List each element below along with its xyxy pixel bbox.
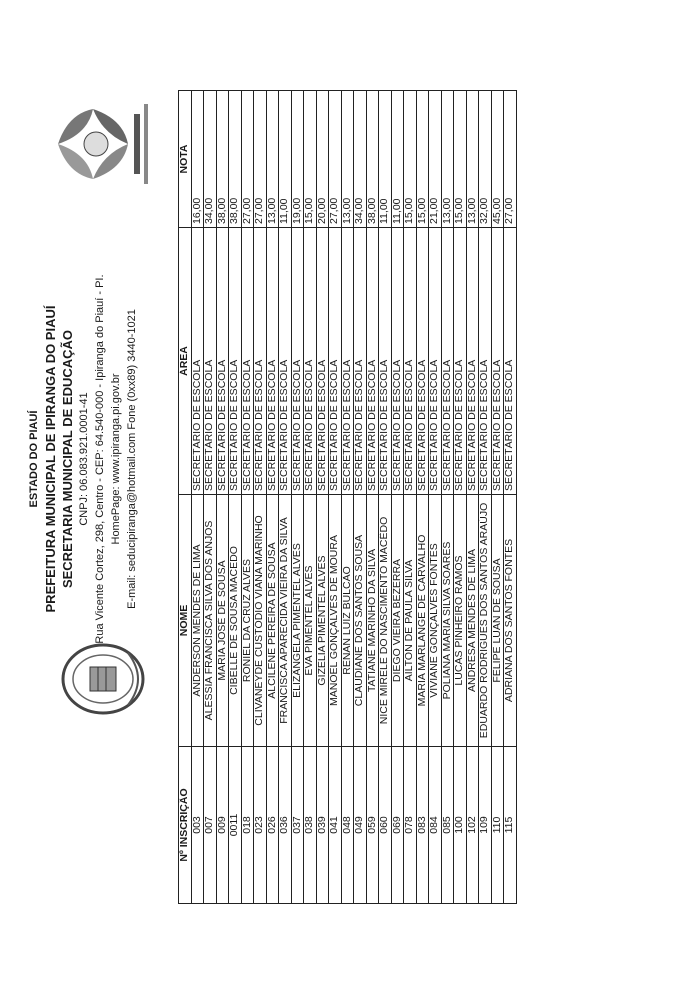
cell-nome: ANDRESA MENDES DE LIMA [466, 495, 479, 747]
prefeitura-name: PREFEITURA MUNICIPAL DE IPIRANGA DO PIAUÍ [43, 305, 58, 613]
table-header-row [179, 91, 192, 904]
cell-nome: EDUARDO RODRIGUES DOS SANTOS ARAÚJO [479, 495, 492, 747]
cell-nota: 45,00 [491, 91, 504, 228]
cell-nota: 34,00 [204, 91, 217, 228]
cell-nome: ELIZÂNGELA PIMENTEL ALVES [291, 495, 304, 747]
cell-nota: 38,00 [366, 91, 379, 228]
cell-inscricao: 039 [316, 747, 329, 904]
municipal-seal-icon [58, 639, 148, 719]
table-row [216, 91, 229, 904]
table-row [416, 91, 429, 904]
cell-area: SECRETÁRIO DE ESCOLA [266, 228, 279, 495]
cell-nota: 13,00 [266, 91, 279, 228]
cell-nota: 21,00 [429, 91, 442, 228]
cell-nome: FRANCISCA APARECIDA VIEIRA DA SILVA [279, 495, 292, 747]
cell-nota: 32,00 [479, 91, 492, 228]
cell-area: SECRETÁRIO DE ESCOLA [191, 228, 204, 495]
table-row [229, 91, 242, 904]
cell-nota: 27,00 [329, 91, 342, 228]
table-row [504, 91, 517, 904]
col-nota: NOTA [179, 91, 192, 228]
cell-inscricao: 037 [291, 747, 304, 904]
cell-area: SECRETÁRIO DE ESCOLA [279, 228, 292, 495]
cell-inscricao: 085 [441, 747, 454, 904]
cell-inscricao: 115 [504, 747, 517, 904]
table-row [191, 91, 204, 904]
prefeitura-logo-icon [48, 79, 158, 209]
table-row [366, 91, 379, 904]
col-inscricao: Nº INSCRIÇÃO [179, 747, 192, 904]
cell-area: SECRETÁRIO DE ESCOLA [504, 228, 517, 495]
table-row [329, 91, 342, 904]
cell-area: SECRETÁRIO DE ESCOLA [391, 228, 404, 495]
cell-inscricao: 109 [479, 747, 492, 904]
table-row [454, 91, 467, 904]
cell-inscricao: 041 [329, 747, 342, 904]
cell-nome: ALCILENE PEREIRA DE SOUSA [266, 495, 279, 747]
cell-inscricao: 023 [254, 747, 267, 904]
cell-inscricao: 100 [454, 747, 467, 904]
cell-nota: 13,00 [341, 91, 354, 228]
cell-inscricao: 007 [204, 747, 217, 904]
cell-inscricao: 048 [341, 747, 354, 904]
cell-nome: DIEGO VIEIRA BEZERRA [391, 495, 404, 747]
cell-area: SECRETÁRIO DE ESCOLA [379, 228, 392, 495]
cell-inscricao: 009 [216, 747, 229, 904]
cell-nome: MANOEL GONÇALVES DE MOURA [329, 495, 342, 747]
cell-nome: MARIA JOSÉ DE SOUSA [216, 495, 229, 747]
table-row [491, 91, 504, 904]
cell-area: SECRETÁRIO DE ESCOLA [354, 228, 367, 495]
table-row [241, 91, 254, 904]
cell-nome: ANDERSON MENDES DE LIMA [191, 495, 204, 747]
cell-nota: 15,00 [416, 91, 429, 228]
cell-area: SECRETÁRIO DE ESCOLA [491, 228, 504, 495]
cnpj: CNPJ: 06.083.921.0001-41 [78, 392, 90, 526]
table-row [316, 91, 329, 904]
cell-area: SECRETÁRIO DE ESCOLA [291, 228, 304, 495]
homepage: HomePage: www.ipiranga.pi.gov.br [110, 373, 122, 545]
cell-inscricao: 049 [354, 747, 367, 904]
cell-nome: GIZELIA PIMENTEL ALVES [316, 495, 329, 747]
col-area: ÁREA [179, 228, 192, 495]
cell-nome: MARIA MARLANGE DE CARVALHO [416, 495, 429, 747]
table-row [279, 91, 292, 904]
table-row [291, 91, 304, 904]
cell-nota: 27,00 [504, 91, 517, 228]
cell-nome: FELIPE LUAN DE SOUSA [491, 495, 504, 747]
cell-area: SECRETÁRIO DE ESCOLA [229, 228, 242, 495]
cell-area: SECRETÁRIO DE ESCOLA [479, 228, 492, 495]
table-row [404, 91, 417, 904]
cell-nome: LUCAS PINHEIRO RAMOS [454, 495, 467, 747]
cell-nota: 15,00 [454, 91, 467, 228]
cell-nota: 27,00 [254, 91, 267, 228]
table-row [354, 91, 367, 904]
cell-nota: 13,00 [466, 91, 479, 228]
cell-inscricao: 083 [416, 747, 429, 904]
cell-area: SECRETÁRIO DE ESCOLA [341, 228, 354, 495]
state-name: ESTADO DO PIAUÍ [28, 410, 40, 508]
address: Rua Vicente Cortez, 298, Centro - CEP: 64.540-000 - Ipiranga do Piauí - PI. [94, 274, 106, 644]
cell-nome: ALÉSSIA FRANCISCA SILVA DOS ANJOS [204, 495, 217, 747]
cell-inscricao: 060 [379, 747, 392, 904]
cell-nota: 27,00 [241, 91, 254, 228]
col-nome: NOME [179, 495, 192, 747]
cell-nome: VIVIANE GONÇALVES FONTES [429, 495, 442, 747]
cell-nome: TATIANE MARINHO DA SILVA [366, 495, 379, 747]
cell-nota: 38,00 [216, 91, 229, 228]
cell-inscricao: 0011 [229, 747, 242, 904]
cell-inscricao: 110 [491, 747, 504, 904]
table-row [341, 91, 354, 904]
cell-nome: ADRIANA DOS SANTOS FONTES [504, 495, 517, 747]
cell-area: SECRETÁRIO DE ESCOLA [254, 228, 267, 495]
cell-inscricao: 003 [191, 747, 204, 904]
cell-area: SECRETÁRIO DE ESCOLA [304, 228, 317, 495]
cell-area: SECRETÁRIO DE ESCOLA [454, 228, 467, 495]
table-row [304, 91, 317, 904]
cell-area: SECRETÁRIO DE ESCOLA [466, 228, 479, 495]
cell-inscricao: 026 [266, 747, 279, 904]
cell-nota: 38,00 [229, 91, 242, 228]
cell-nome: RENAN LUIZ BULCÃO [341, 495, 354, 747]
table-row [254, 91, 267, 904]
cell-nome: AILTON DE PAULA SILVA [404, 495, 417, 747]
cell-inscricao: 078 [404, 747, 417, 904]
cell-nota: 11,00 [391, 91, 404, 228]
secretaria-name: SECRETARIA MUNICIPAL DE EDUCAÇÃO [60, 329, 75, 589]
table-row [429, 91, 442, 904]
cell-nota: 16,00 [191, 91, 204, 228]
cell-nome: CLIVANEYDE CUSTÓDIO VIANA MARINHO [254, 495, 267, 747]
cell-area: SECRETÁRIO DE ESCOLA [441, 228, 454, 495]
cell-inscricao: 059 [366, 747, 379, 904]
table-row [466, 91, 479, 904]
cell-area: SECRETÁRIO DE ESCOLA [216, 228, 229, 495]
cell-nome: CIBELLE DE SOUSA MACEDO [229, 495, 242, 747]
cell-inscricao: 069 [391, 747, 404, 904]
cell-nota: 34,00 [354, 91, 367, 228]
cell-area: SECRETÁRIO DE ESCOLA [204, 228, 217, 495]
cell-nome: POLIANA MARIA SILVA SOARES [441, 495, 454, 747]
cell-nome: NICE MIRELE DO NASCIMENTO MACÊDO [379, 495, 392, 747]
table-row [204, 91, 217, 904]
letterhead [18, 40, 188, 949]
cell-nota: 11,00 [379, 91, 392, 228]
cell-inscricao: 036 [279, 747, 292, 904]
table-row [379, 91, 392, 904]
cell-area: SECRETÁRIO DE ESCOLA [316, 228, 329, 495]
cell-nome: CLAUDIANE DOS SANTOS SOUSA [354, 495, 367, 747]
header-text [26, 269, 140, 649]
cell-nota: 20,00 [316, 91, 329, 228]
cell-area: SECRETÁRIO DE ESCOLA [404, 228, 417, 495]
cell-nota: 19,00 [291, 91, 304, 228]
cell-inscricao: 102 [466, 747, 479, 904]
cell-nome: EVA PIMENTEL ALVES [304, 495, 317, 747]
cell-area: SECRETÁRIO DE ESCOLA [416, 228, 429, 495]
cell-nota: 15,00 [304, 91, 317, 228]
cell-nota: 15,00 [404, 91, 417, 228]
cell-area: SECRETÁRIO DE ESCOLA [329, 228, 342, 495]
cell-area: SECRETÁRIO DE ESCOLA [241, 228, 254, 495]
cell-inscricao: 018 [241, 747, 254, 904]
contact: E-mail: seducipiranga@hotmail.com Fone (0xx89) 3440-1021 [126, 309, 138, 609]
table-row [391, 91, 404, 904]
cell-area: SECRETÁRIO DE ESCOLA [366, 228, 379, 495]
table-row [479, 91, 492, 904]
cell-inscricao: 084 [429, 747, 442, 904]
cell-area: SECRETÁRIO DE ESCOLA [429, 228, 442, 495]
table-row [266, 91, 279, 904]
cell-nota: 13,00 [441, 91, 454, 228]
cell-nota: 11,00 [279, 91, 292, 228]
cell-nome: RONIEL DA CRUZ ALVES [241, 495, 254, 747]
results-table [178, 90, 517, 904]
cell-inscricao: 038 [304, 747, 317, 904]
table-row [441, 91, 454, 904]
